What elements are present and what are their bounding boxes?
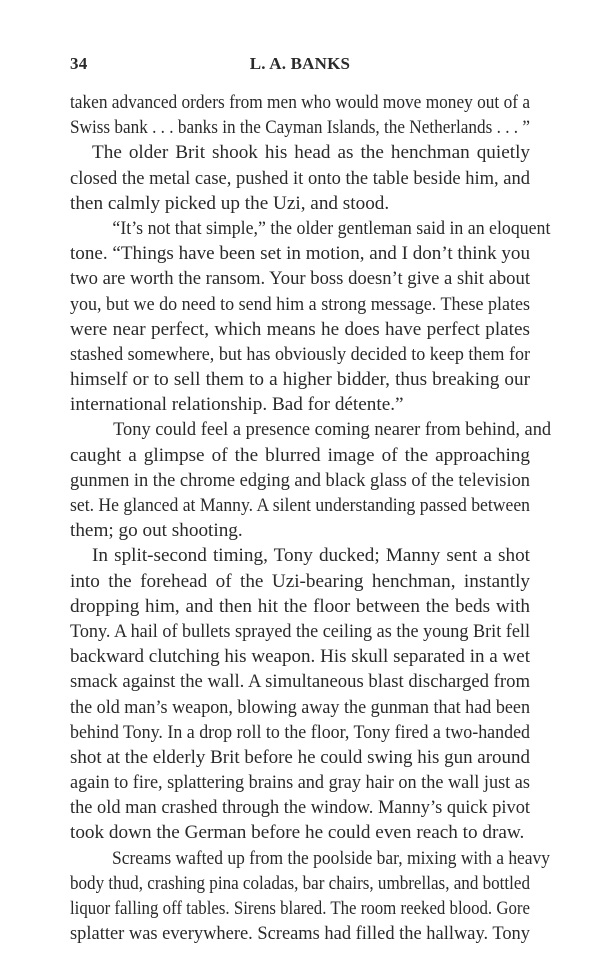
text-line: again to fire, splattering brains and gray hair on the wall just as	[70, 772, 530, 794]
text-line: international relationship. Bad for détente.”	[70, 394, 404, 416]
text-line: set. He glanced at Manny. A silent understanding passed between	[70, 495, 530, 516]
text-line: Swiss bank . . . banks in the Cayman Islands, the Netherlands . . . ”	[70, 117, 530, 139]
text-line: himself or to sell them to a higher bidder, thus breaking our	[70, 369, 530, 391]
text-line: Tony could feel a presence coming nearer from behind, and	[113, 419, 552, 441]
text-line: gunmen in the chrome edging and black glass of the television	[70, 469, 530, 491]
text-line: dropping him, and then hit the floor between the beds with	[70, 595, 530, 617]
running-title: L. A. BANKS	[249, 54, 351, 73]
page-number: 34	[70, 54, 88, 73]
text-line: liquor falling off tables. Sirens blared. The room reeked blood. Gore	[70, 898, 530, 919]
text-line: “It’s not that simple,” the older gentleman said in an eloquent	[112, 217, 551, 239]
text-line: the old man crashed through the window. Manny’s quick pivot	[70, 797, 530, 819]
text-line: them; go out shooting.	[70, 520, 243, 542]
body-text	[70, 90, 552, 946]
text-line: Tony. A hail of bullets sprayed the ceiling as the young Brit fell	[70, 620, 530, 642]
text-line: closed the metal case, pushed it onto the table beside him, and	[70, 167, 530, 189]
text-line: caught a glimpse of the blurred image of the approaching	[70, 444, 530, 466]
text-line: taken advanced orders from men who would move money out of a	[70, 92, 530, 113]
text-line: smack against the wall. A simultaneous blast discharged from	[70, 671, 530, 693]
text-line: two are worth the ransom. Your boss doesn’t give a shit about	[70, 268, 530, 290]
text-line: shot at the elderly Brit before he could swing his gun around	[70, 746, 530, 768]
text-line: The older Brit shook his head as the henchman quietly	[92, 142, 530, 164]
text-line: then calmly picked up the Uzi, and stood.	[70, 192, 390, 214]
text-line: stashed somewhere, but has obviously decided to keep them for	[70, 343, 530, 365]
text-line: Screams wafted up from the poolside bar, mixing with a heavy	[112, 847, 551, 869]
running-header	[70, 54, 530, 80]
text-line: you, but we do need to send him a strong message. These plates	[70, 293, 530, 315]
text-line: tone. “Things have been set in motion, and I don’t think you	[70, 243, 530, 265]
text-line: In split-second timing, Tony ducked; Manny sent a shot	[92, 545, 530, 567]
text-line: into the forehead of the Uzi-bearing henchman, instantly	[70, 570, 530, 592]
text-line: took down the German before he could even reach to draw.	[70, 822, 525, 844]
text-line: behind Tony. In a drop roll to the floor, Tony fired a two-handed	[70, 721, 530, 743]
text-line: splatter was everywhere. Screams had filled the hallway. Tony	[70, 923, 530, 945]
text-line: were near perfect, which means he does have perfect plates	[70, 318, 530, 340]
text-line: backward clutching his weapon. His skull separated in a wet	[70, 646, 530, 668]
text-line: body thud, crashing pina coladas, bar chairs, umbrellas, and bottled	[70, 872, 530, 894]
book-page	[70, 54, 552, 946]
text-line: the old man’s weapon, blowing away the gunman that had been	[70, 696, 530, 718]
